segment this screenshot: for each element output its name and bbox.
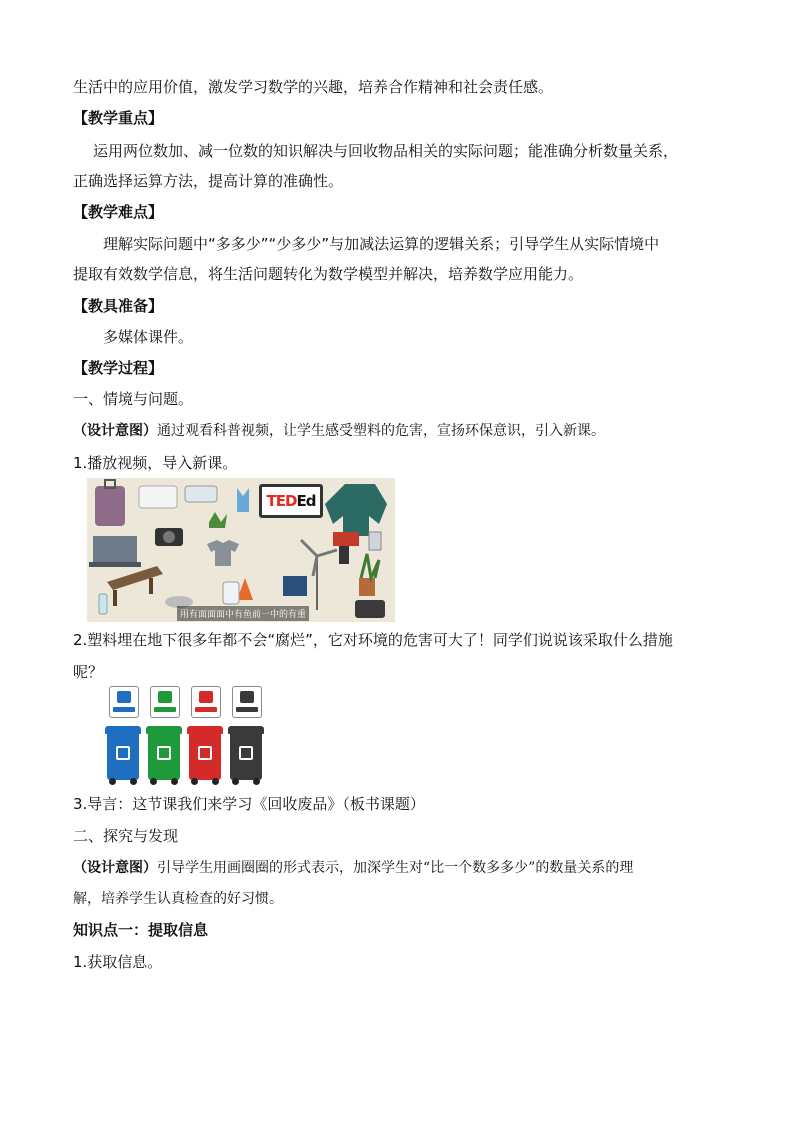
step-line: 1.获取信息。 — [73, 953, 163, 971]
bin-sign-label — [113, 707, 135, 712]
section-title: 一、情境与问题。 — [73, 390, 194, 408]
bin-lid — [187, 726, 223, 734]
step-line: 3.导言：这节课我们来学习《回收废品》（板书课题） — [73, 795, 425, 813]
text-line: 多媒体课件。 — [103, 328, 194, 346]
bin-lid — [105, 726, 141, 734]
bin-sign-label — [195, 707, 217, 712]
bin-sign — [232, 686, 262, 718]
bin-body — [148, 734, 180, 780]
heading-key-points: 【教学重点】 — [73, 109, 164, 127]
other-waste-icon — [240, 691, 254, 703]
recycling-scene-image — [87, 478, 395, 622]
design-intent-text: 通过观看科普视频，让学生感受塑料的危害，宣扬环保意识，引入新课。 — [157, 423, 605, 439]
bin-wheel — [130, 778, 137, 785]
bin-wheel — [171, 778, 178, 785]
logo-text-ed: Ed — [296, 492, 316, 510]
bin-wheel — [150, 778, 157, 785]
trash-bin — [187, 686, 223, 786]
trash-bin — [146, 686, 182, 786]
hazardous-icon — [198, 746, 212, 760]
bin-sign-label — [154, 707, 176, 712]
section-title: 二、探究与发现 — [73, 827, 179, 845]
text-line: 运用两位数加、减一位数的知识解决与回收物品相关的实际问题；能准确分析数量关系， — [93, 142, 679, 160]
knowledge-point-title: 知识点一：提取信息 — [73, 921, 209, 939]
trash-bin — [228, 686, 264, 786]
design-intent-label: （设计意图） — [73, 423, 157, 439]
text-line: 生活中的应用价值，激发学习数学的兴趣，培养合作精神和社会责任感。 — [73, 78, 554, 96]
bin-lid — [146, 726, 182, 734]
trash-bins-image — [105, 686, 265, 786]
food-waste-icon — [158, 691, 172, 703]
bin-lid — [228, 726, 264, 734]
bin-wheel — [191, 778, 198, 785]
bin-body — [230, 734, 262, 780]
bin-sign-label — [236, 707, 258, 712]
trash-bin — [105, 686, 141, 786]
bin-sign — [191, 686, 221, 718]
step-line: 2.塑料埋在地下很多年都不会“腐烂”，它对环境的危害可大了！同学们说说该采取什么措施 — [73, 631, 673, 649]
design-intent-text: 引导学生用画圈圈的形式表示，加深学生对“比一个数多多少”的数量关系的理 — [157, 860, 634, 876]
recycle-icon — [116, 746, 130, 760]
step-line: 呢？ — [73, 663, 104, 681]
heading-process: 【教学过程】 — [73, 359, 164, 377]
step-line: 1.播放视频，导入新课。 — [73, 454, 238, 472]
bin-wheel — [212, 778, 219, 785]
scene-illustration — [87, 478, 395, 622]
design-intent — [73, 420, 605, 442]
bin-sign — [109, 686, 139, 718]
design-intent-continued: 解，培养学生认真检查的好习惯。 — [73, 891, 283, 907]
other-waste-icon — [239, 746, 253, 760]
bin-body — [189, 734, 221, 780]
text-line: 提取有效数学信息，将生活问题转化为数学模型并解决，培养数学应用能力。 — [73, 265, 584, 283]
video-caption: 用有面面面中有鱼前一中的有重 — [177, 606, 309, 621]
design-intent-label: （设计意图） — [73, 860, 157, 876]
logo-text-ted: TED — [266, 492, 297, 510]
text-line: 正确选择运算方法，提高计算的准确性。 — [73, 172, 344, 190]
bin-body — [107, 734, 139, 780]
recycle-icon — [117, 691, 131, 703]
food-waste-icon — [157, 746, 171, 760]
ted-ed-logo — [259, 484, 323, 518]
bin-sign — [150, 686, 180, 718]
hazardous-icon — [199, 691, 213, 703]
bin-wheel — [109, 778, 116, 785]
heading-tools: 【教具准备】 — [73, 297, 164, 315]
bin-wheel — [253, 778, 260, 785]
design-intent — [73, 857, 633, 879]
text-line: 理解实际问题中“多多少”“少多少”与加减法运算的逻辑关系；引导学生从实际情境中 — [103, 235, 660, 253]
heading-difficulties: 【教学难点】 — [73, 203, 164, 221]
bin-wheel — [232, 778, 239, 785]
